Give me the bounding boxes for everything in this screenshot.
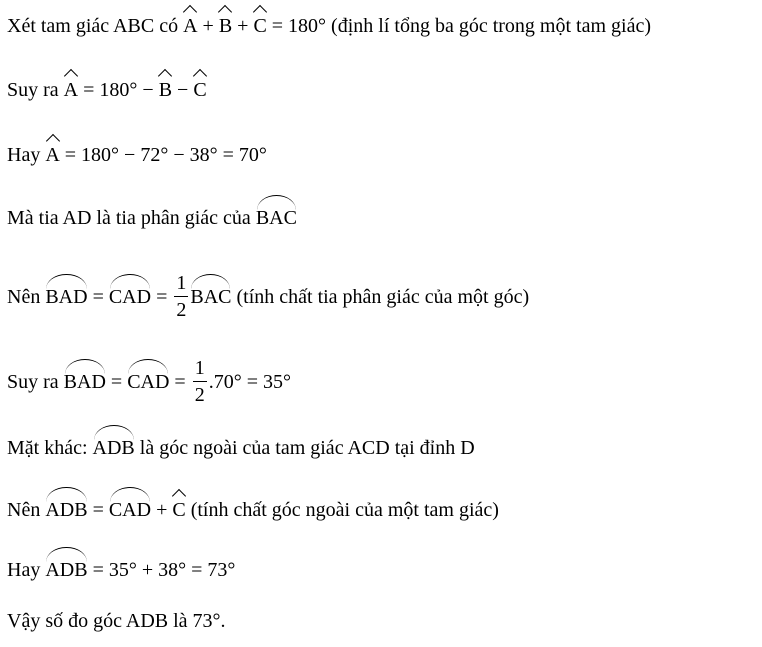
angle-hat-symbol: B — [218, 15, 233, 37]
text-line-10 — [7, 609, 226, 633]
fraction-denominator: 2 — [176, 299, 187, 321]
text-run: Nên — [7, 286, 46, 309]
text-run: + — [151, 499, 173, 521]
text-run: Xét tam giác ABC có — [7, 15, 184, 37]
fraction-denominator: 2 — [194, 384, 205, 406]
text-run: + — [197, 15, 219, 37]
text-run: Nên — [7, 499, 46, 521]
text-line-7 — [7, 434, 475, 460]
fraction-numerator: 1 — [193, 355, 207, 382]
text-run: = — [87, 499, 109, 521]
text-run: + — [232, 15, 254, 37]
text-line-1 — [7, 14, 651, 38]
text-run: = — [169, 371, 191, 394]
angle-hat-symbol: C — [193, 79, 207, 101]
angle-arc-symbol: ADB — [93, 434, 135, 460]
text-run: − — [172, 79, 194, 101]
angle-arc-symbol: CAD — [109, 283, 151, 309]
text-run: = — [87, 286, 109, 309]
text-run: .70° = 35° — [208, 371, 291, 394]
fraction — [193, 355, 207, 408]
text-line-4 — [7, 204, 297, 230]
fraction — [174, 270, 188, 323]
text-line-6 — [7, 357, 291, 410]
text-line-8 — [7, 496, 499, 522]
angle-hat-symbol: A — [183, 15, 198, 37]
fraction-numerator: 1 — [174, 270, 188, 297]
text-run: = 35° + 38° = 73° — [87, 559, 236, 581]
text-run: Vậy số đo góc ADB là 73°. — [7, 610, 226, 632]
text-line-3 — [7, 143, 267, 167]
angle-arc-symbol: BAD — [64, 368, 106, 394]
text-line-5 — [7, 272, 529, 325]
angle-arc-symbol: CAD — [109, 496, 151, 522]
angle-arc-symbol: BAC — [190, 283, 231, 309]
angle-hat-symbol: A — [63, 79, 79, 101]
text-run: = — [151, 286, 173, 309]
angle-arc-symbol: BAC — [256, 204, 297, 230]
text-run: Hay — [7, 559, 46, 581]
angle-hat-symbol: A — [45, 144, 60, 166]
angle-arc-symbol: CAD — [127, 368, 169, 394]
text-run: = — [105, 371, 128, 394]
text-run: (tính chất tia phân giác của một góc) — [231, 286, 530, 309]
text-run: Suy ra — [7, 371, 64, 394]
text-line-9 — [7, 556, 235, 582]
text-run: Mặt khác: — [7, 437, 93, 459]
angle-hat-symbol: C — [253, 15, 267, 37]
text-run: là góc ngoài của tam giác ACD tại đỉnh D — [134, 437, 475, 459]
angle-arc-symbol: BAD — [45, 283, 87, 309]
text-run: = 180° − 72° − 38° = 70° — [59, 144, 267, 166]
angle-hat-symbol: B — [158, 79, 173, 101]
text-run: Hay — [7, 144, 46, 166]
angle-hat-symbol: C — [172, 499, 186, 521]
text-run: = 180° − — [78, 79, 159, 101]
text-run: (tính chất góc ngoài của một tam giác) — [185, 499, 499, 521]
angle-arc-symbol: ADB — [45, 556, 87, 582]
text-line-2 — [7, 78, 207, 102]
text-run: = 180° (định lí tổng ba góc trong một tam giác) — [266, 15, 651, 37]
text-run: Suy ra — [7, 79, 64, 101]
angle-arc-symbol: ADB — [45, 496, 87, 522]
text-run: Mà tia AD là tia phân giác của — [7, 207, 256, 229]
